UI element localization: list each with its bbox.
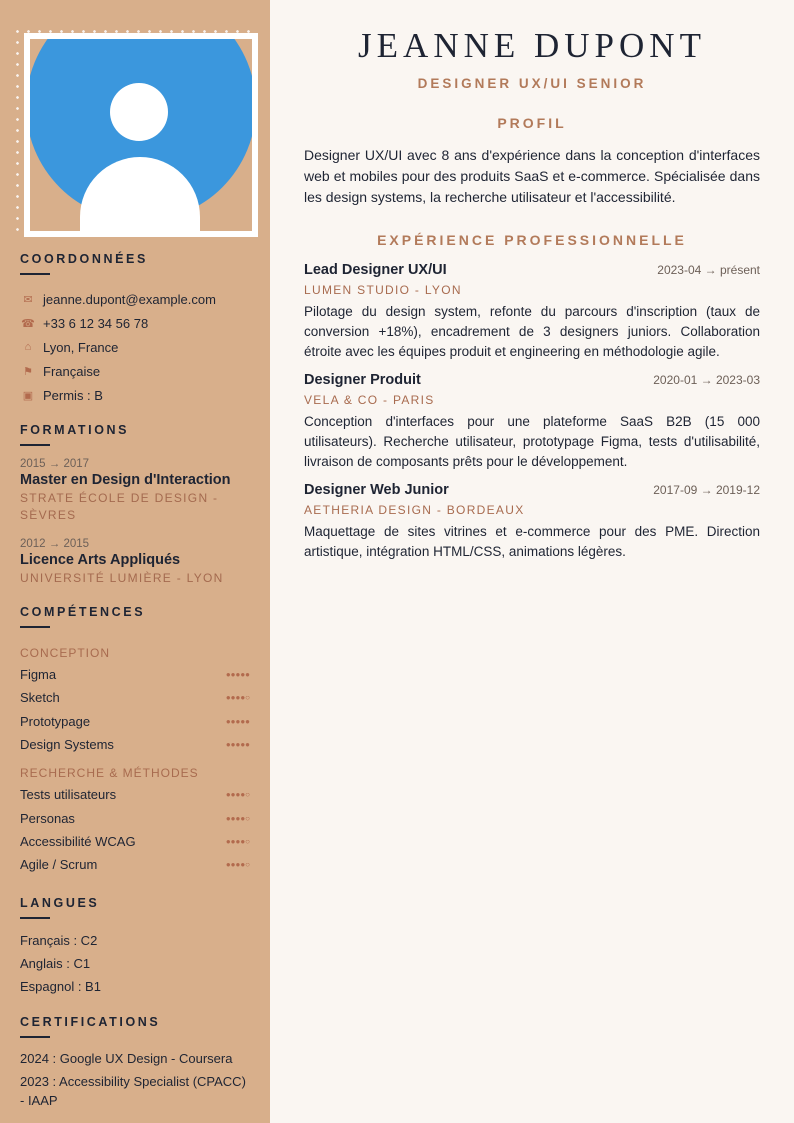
education-degree: Master en Design d'Interaction bbox=[20, 472, 231, 488]
profile-title: PROFIL bbox=[497, 115, 567, 131]
contact-nationality: ⚑ Française bbox=[20, 359, 250, 383]
education-dates: 2015 → 2017 bbox=[20, 458, 90, 470]
skill-rating: ●●●●○ bbox=[225, 813, 250, 823]
languages-section bbox=[20, 896, 250, 998]
education-degree: Licence Arts Appliqués bbox=[20, 552, 181, 568]
experience-description: Maquettage de sites vitrines et e-commerce pour des PME. Direction artistique, intégration HTML/CSS, animations légères. bbox=[304, 524, 760, 559]
section-title: FORMATIONS bbox=[20, 423, 130, 437]
section-rule bbox=[20, 444, 50, 446]
language-item: Anglais : C1 bbox=[20, 956, 91, 972]
section-title: CERTIFICATIONS bbox=[20, 1015, 161, 1030]
skill-rating: ●●●●● bbox=[225, 670, 250, 680]
contact-section bbox=[20, 252, 250, 407]
certifications-section bbox=[20, 1015, 250, 1110]
experience-item bbox=[304, 372, 760, 472]
section-title: COORDONNÉES bbox=[20, 252, 148, 266]
avatar-head-icon bbox=[110, 83, 168, 141]
phone-icon: ☎ bbox=[21, 317, 35, 330]
experience-role: Lead Designer UX/UI bbox=[304, 262, 447, 278]
section-title: COMPÉTENCES bbox=[20, 605, 146, 619]
experience-description: Pilotage du design system, refonte du parcours d'inscription (taux de conversion +18%), encadrement de 3 designers juniors. Collaboration étroite avec les équipes produit et engineering en méthodologie agile. bbox=[304, 304, 760, 359]
section-title: LANGUES bbox=[20, 896, 100, 911]
section-rule bbox=[20, 273, 50, 275]
flag-icon: ⚑ bbox=[23, 365, 33, 378]
skill-rating: ●●●●○ bbox=[225, 836, 250, 846]
skill-item: Prototypage ●●●●● bbox=[20, 713, 250, 729]
certification-item: 2024 : Google UX Design - Coursera bbox=[20, 1051, 233, 1067]
skill-item: Sketch ●●●●○ bbox=[20, 690, 250, 706]
certification-item: 2023 : Accessibility Specialist (CPACC) - IAAP bbox=[20, 1074, 246, 1109]
sidebar bbox=[0, 0, 270, 1123]
experience-description: Conception d'interfaces pour une plateforme SaaS B2B (15 000 utilisateurs). Recherche utilisateur, prototypage Figma, tests d'utilisabilité, livraison de composants prêts pour le développement. bbox=[304, 414, 760, 469]
experience-dates: 2023-04 → présent bbox=[657, 263, 760, 277]
contact-phone[interactable]: ☎ +33 6 12 34 56 78 bbox=[21, 315, 149, 331]
contact-email[interactable]: ✉ jeanne.dupont@example.com bbox=[20, 287, 250, 311]
main-content bbox=[270, 0, 794, 1123]
skill-rating: ●●●●○ bbox=[225, 860, 250, 870]
experience-dates: 2020-01 → 2023-03 bbox=[653, 373, 760, 387]
skill-item: Personas ●●●●○ bbox=[20, 810, 250, 826]
candidate-name: JEANNE DUPONT bbox=[358, 26, 706, 65]
education-school: UNIVERSITÉ LUMIÈRE - LYON bbox=[20, 571, 224, 585]
language-item: Français : C2 bbox=[20, 933, 98, 949]
education-school: STRATE ÉCOLE DE DESIGN - SÈVRES bbox=[20, 491, 219, 522]
education-item bbox=[20, 458, 250, 524]
experience-title: EXPÉRIENCE PROFESSIONNELLE bbox=[377, 232, 687, 248]
license-icon: ▣ bbox=[22, 389, 34, 402]
skill-rating: ●●●●○ bbox=[225, 790, 250, 800]
skill-item: Design Systems ●●●●● bbox=[20, 737, 250, 753]
skill-rating: ●●●●○ bbox=[225, 693, 250, 703]
experience-item bbox=[304, 262, 760, 362]
skill-item: Figma ●●●●● bbox=[20, 667, 250, 683]
skill-category: CONCEPTION bbox=[20, 646, 111, 660]
skill-item: Accessibilité WCAG ●●●●○ bbox=[20, 833, 250, 849]
contact-license: ▣ Permis : B bbox=[22, 387, 103, 403]
education-item bbox=[20, 538, 250, 587]
home-icon: ⌂ bbox=[24, 341, 32, 353]
skill-item: Agile / Scrum ●●●●○ bbox=[20, 857, 250, 873]
profile-photo bbox=[16, 30, 254, 232]
section-rule bbox=[20, 917, 50, 919]
language-item: Espagnol : B1 bbox=[20, 979, 101, 995]
experience-role: Designer Web Junior bbox=[304, 482, 449, 498]
experience-company: AETHERIA DESIGN - BORDEAUX bbox=[304, 503, 525, 517]
profile-text: Designer UX/UI avec 8 ans d'expérience dans la conception d'interfaces web et mobiles pour des produits SaaS et e-commerce. Spécialisée dans les design systems, la recherche utilisateur et l'accessibilité. bbox=[304, 147, 760, 205]
experience-item bbox=[304, 482, 760, 562]
experience-company: LUMEN STUDIO - LYON bbox=[304, 283, 462, 297]
photo-frame bbox=[24, 33, 258, 237]
experience-company: VELA & CO - PARIS bbox=[304, 393, 435, 407]
skill-category: RECHERCHE & MÉTHODES bbox=[20, 766, 199, 781]
mail-icon: ✉ bbox=[23, 293, 33, 306]
section-rule bbox=[20, 626, 50, 628]
skills-section bbox=[20, 605, 250, 876]
skill-rating: ●●●●● bbox=[225, 716, 250, 726]
experience-role: Designer Produit bbox=[304, 372, 421, 388]
skill-item: Tests utilisateurs ●●●●○ bbox=[20, 787, 250, 803]
education-dates: 2012 → 2015 bbox=[20, 538, 90, 550]
contact-location: ⌂ Lyon, France bbox=[20, 335, 250, 359]
experience-dates: 2017-09 → 2019-12 bbox=[653, 483, 760, 497]
section-rule bbox=[20, 1036, 50, 1038]
job-title: DESIGNER UX/UI SENIOR bbox=[417, 76, 647, 91]
education-section bbox=[20, 423, 250, 587]
skill-rating: ●●●●● bbox=[225, 740, 250, 750]
